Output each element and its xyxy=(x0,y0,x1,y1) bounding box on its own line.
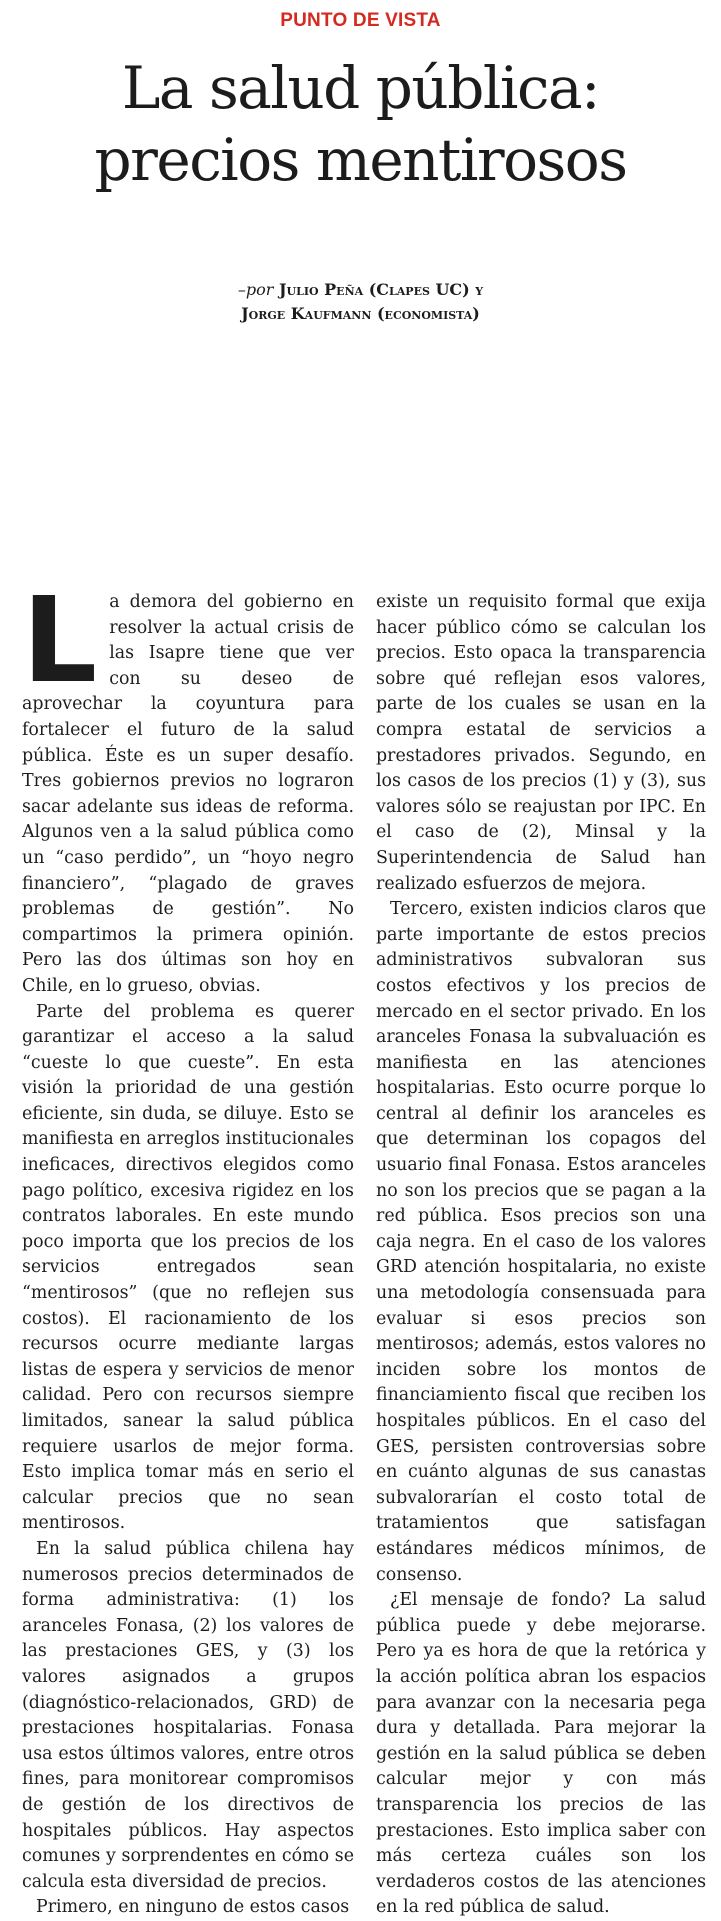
paragraph xyxy=(22,571,354,1000)
headline xyxy=(0,52,721,196)
byline-prefix: –por xyxy=(237,280,274,299)
headline-line-1: La salud pública: xyxy=(121,54,600,122)
paragraph: Parte del problema es querer garantizar el acceso a la salud “cueste lo que cueste”. En esta visión la prioridad de una gestión eficiente, sin duda, se diluye. Esto se manifiesta en arreglos institucionales ineficaces, directivos elegidos como pago político, excesiva rigidez en los contratos laborales. En este mundo poco importa que los precios de los servicios entregados sean “mentirosos” (que no reflejen sus costos). El racionamiento de los recursos ocurre mediante largas listas de espera y servicios de menor calidad. Pero con recursos siempre limitados, sanear la salud pública requiere usarlos de mejor forma. Esto implica tomar más en serio el calcular precios que no sean mentirosos. xyxy=(22,1001,354,1534)
article-column-left xyxy=(22,571,354,1921)
section-label: PUNTO DE VISTA xyxy=(280,10,441,31)
paragraph: Primero, en ninguno de estos casos xyxy=(36,1897,350,1918)
byline-authors-line-2: Jorge Kaufmann (economista) xyxy=(241,304,480,323)
paragraph-text: a demora del gobierno en resolver la actual crisis de las Isapre tiene que ver con su deseo de aprovechar la coyuntura para fortalecer el futuro de la salud pública. Éste es un super desafío. Tres gobiernos previos no lograron sacar adelante sus ideas de reforma. Algunos ven a la salud pública como un “caso perdido”, un “hoyo negro financiero”, “plagado de graves problemas de gestión”. No compartimos la primera opinión. Pero las dos últimas son hoy en Chile, en lo grueso, obvias. xyxy=(22,592,354,996)
byline xyxy=(0,278,721,326)
paragraph: ¿El mensaje de fondo? La salud pública puede y debe mejorarse. Pero ya es hora de que la retórica y la acción política abran los espacios para avanzar con la necesaria pega dura y detallada. Para mejorar la gestión en la salud pública se deben calcular mejor y con más transparencia los precios de las prestaciones. Esto implica saber con más certeza cuáles son los verdaderos costos de las atenciones en la red pública de salud. xyxy=(376,1590,706,1918)
byline-authors-line-1: Julio Peña (Clapes UC) y xyxy=(278,280,484,299)
paragraph: Tercero, existen indicios claros que parte importante de estos precios administrativos subvaloran sus costos efectivos y los precios de mercado en el sector privado. En los aranceles Fonasa la subvaluación es manifiesta en las atenciones hospitalarias. Esto ocurre porque lo central al definir los aranceles es que determinan los copagos del usuario final Fonasa. Estos aranceles no son los precios que se pagan a la red pública. Esos precios son una caja negra. En el caso de los valores GRD atención hospitalaria, no existe una metodología consensuada para evaluar si esos precios son mentirosos; además, estos valores no inciden sobre los montos de financiamiento fiscal que reciben los hospitales públicos. En el caso del GES, persisten controversias sobre en cuánto algunas de sus canastas subvalorarían el costo total de tratamientos que satisfagan estándares médicos mínimos, de consenso. xyxy=(376,899,706,1585)
drop-cap: L xyxy=(22,571,98,709)
paragraph: existe un requisito formal que exija hacer público cómo se calculan los precios. Esto opaca la transparencia sobre qué reflejan esos valores, parte de los cuales se usan en la compra estatal de servicios a prestadores privados. Segundo, en los casos de los precios (1) y (3), sus valores sólo se reajustan por IPC. En el caso de (2), Minsal y la Superintendencia de Salud han realizado esfuerzos de mejora. xyxy=(376,592,706,894)
headline-line-2: precios mentirosos xyxy=(94,126,627,194)
paragraph: En la salud pública chilena hay numerosos precios determinados de forma administrativa: (1) los aranceles Fonasa, (2) los valores de las prestaciones GES, y (3) los valores asignados a grupos (diagnóstico-relacionados, GRD) de prestaciones hospitalarias. Fonasa usa estos últimos valores, entre otros fines, para monitorear compromisos de gestión de los directivos de hospitales públicos. Hay aspectos comunes y sorprendentes en cómo se calcula esta diversidad de precios. xyxy=(22,1538,354,1892)
article-column-right xyxy=(376,590,706,1921)
